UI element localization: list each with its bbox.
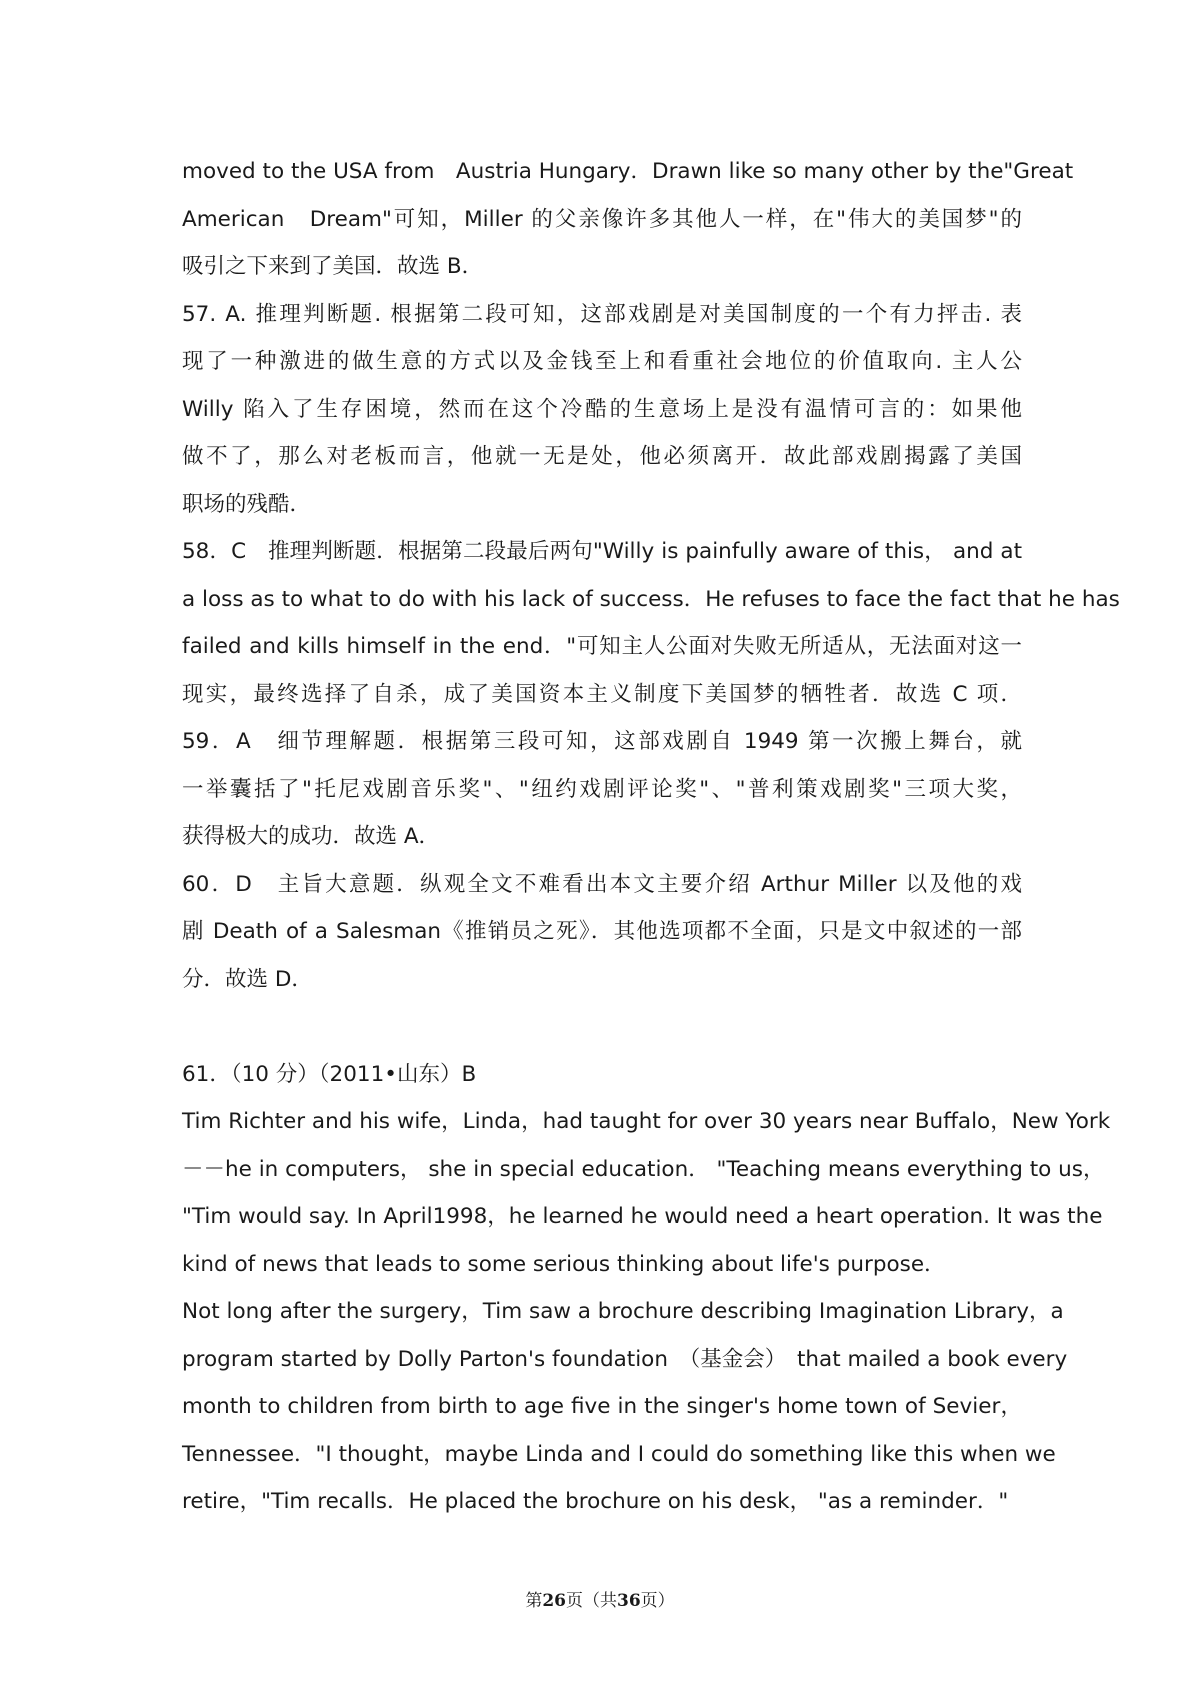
text-line: failed and kills himself in the end．"可知主人公面对失败无所适从，无法面对这一 [182, 634, 1022, 659]
text-line: 做不了，那么对老板而言，他就一无是处，他必须离开．故此部戏剧揭露了美国 [182, 444, 1022, 469]
text-line: 获得极大的成功．故选 A． [182, 824, 441, 849]
text-line: "Tim would say. In April1998，he learned he would need a heart operation. It was the [182, 1204, 1103, 1229]
text-line: Not long after the surgery，Tim saw a brochure describing Imagination Library，a [182, 1299, 1064, 1324]
text-line: month to children from birth to age five in the singer's home town of Sevier， [182, 1394, 1022, 1419]
text-line: kind of news that leads to some serious thinking about life's purpose． [182, 1251, 946, 1277]
page-content [182, 148, 1120, 1526]
text-line: 吸引之下来到了美国．故选 B． [182, 254, 484, 279]
footer-page-number: 26 [542, 1591, 566, 1611]
text-line: 58．C 推理判断题．根据第二段最后两句"Willy is painfully aware of this， and at [182, 539, 1022, 564]
text-line: moved to the USA from Austria Hungary．Drawn like so many other by the"Great [182, 159, 1074, 184]
text-line: retire，"Tim recalls．He placed the brochure on his desk， "as a reminder．" [182, 1489, 1009, 1514]
text-line: 分．故选 D． [182, 966, 313, 992]
footer-middle: 页（共 [566, 1591, 617, 1611]
text-line: American Dream"可知，Miller 的父亲像许多其他人一样，在"伟大的美国梦"的 [182, 206, 1022, 232]
text-line: 剧 Death of a Salesman《推销员之死》．其他选项都不全面，只是文中叙述的一部 [182, 919, 1022, 944]
text-line: 60．D 主旨大意题．纵观全文不难看出本文主要介绍 Arthur Miller 以及他的戏 [182, 871, 1022, 897]
text-line: 一举囊括了"托尼戏剧音乐奖"、"纽约戏剧评论奖"、"普利策戏剧奖"三项大奖， [182, 776, 1022, 802]
footer-total-pages: 36 [617, 1591, 641, 1611]
text-line: 现了一种激进的做生意的方式以及金钱至上和看重社会地位的价值取向. 主人公 [182, 349, 1022, 374]
text-line: 59．A 细节理解题．根据第三段可知，这部戏剧自 1949 第一次搬上舞台，就 [182, 729, 1022, 754]
text-line: Willy 陷入了生存困境，然而在这个冷酷的生意场上是没有温情可言的：如果他 [182, 396, 1022, 422]
text-line: 现实，最终选择了自杀，成了美国资本主义制度下美国梦的牺牲者．故选 C 项． [182, 681, 1022, 707]
footer-suffix: 页） [640, 1591, 675, 1611]
page-footer [0, 1589, 1200, 1613]
text-line: －－he in computers， she in special education． "Teaching means everything to us， [182, 1156, 1105, 1182]
text-line: 职场的残酷． [182, 491, 312, 517]
text-line: Tim Richter and his wife，Linda，had taught for over 30 years near Buffalo，New York [182, 1109, 1111, 1134]
text-line: Tennessee．"I thought，maybe Linda and I could do something like this when we [182, 1441, 1056, 1467]
text-line: program started by Dolly Parton's foundation （基金会） that mailed a book every [182, 1346, 1068, 1372]
blank-line [182, 1003, 1022, 1051]
text-line: 61．（10 分）（2011•山东）B [182, 1061, 477, 1087]
text-line: 57. A. 推理判断题. 根据第二段可知，这部戏剧是对美国制度的一个有力抨击. 表 [182, 301, 1022, 327]
footer-prefix: 第 [525, 1591, 543, 1611]
text-line: a loss as to what to do with his lack of success．He refuses to face the fact that he has [182, 586, 1120, 612]
